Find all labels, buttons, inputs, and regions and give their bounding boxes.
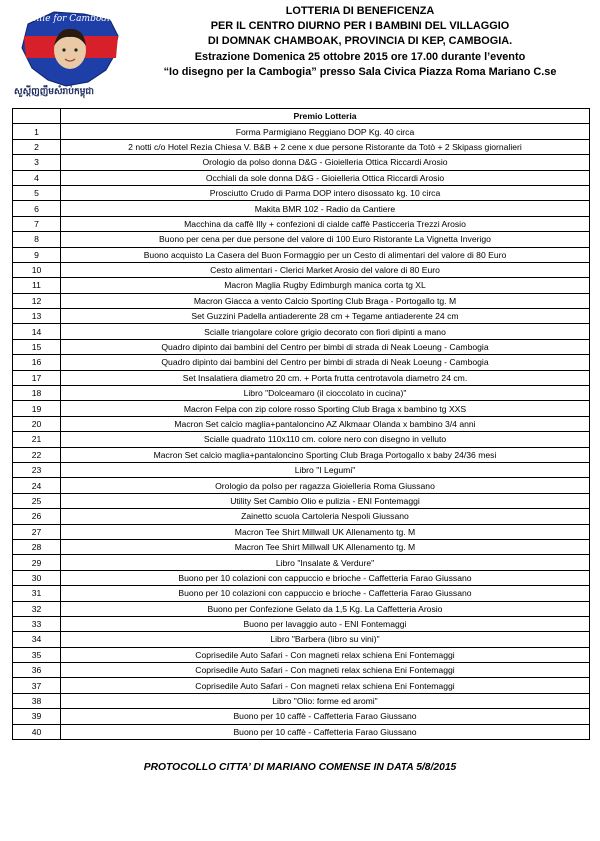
table-row — [13, 170, 590, 185]
table-row — [13, 339, 590, 354]
prize-number-cell: 18 — [13, 386, 61, 401]
prize-description-cell: Quadro dipinto dai bambini del Centro per bimbi di strada di Neak Loeung - Cambogia — [61, 355, 590, 370]
prize-number-cell: 3 — [13, 155, 61, 170]
prize-number-cell: 22 — [13, 447, 61, 462]
prize-number-cell: 34 — [13, 632, 61, 647]
prize-table — [12, 108, 590, 740]
prize-description-cell: Macron Giacca a vento Calcio Sporting Club Braga - Portogallo tg. M — [61, 293, 590, 308]
table-row — [13, 539, 590, 554]
table-row — [13, 155, 590, 170]
prize-description-cell: Buono per lavaggio auto - ENI Fontemaggi — [61, 616, 590, 631]
prize-description-cell: Buono per 10 colazioni con cappuccio e brioche - Caffetteria Farao Giussano — [61, 570, 590, 585]
prize-number-cell: 14 — [13, 324, 61, 339]
prize-number-cell: 19 — [13, 401, 61, 416]
table-row — [13, 355, 590, 370]
prize-description-cell: Buono per 10 caffè - Caffetteria Farao Giussano — [61, 724, 590, 739]
table-row — [13, 509, 590, 524]
prize-number-cell: 5 — [13, 185, 61, 200]
table-row — [13, 524, 590, 539]
table-row — [13, 386, 590, 401]
prize-description-cell: Buono per 10 colazioni con cappuccio e brioche - Caffetteria Farao Giussano — [61, 586, 590, 601]
table-row — [13, 709, 590, 724]
header-line-4: Estrazione Domenica 25 ottobre 2015 ore 17.00 durante l’evento — [194, 50, 526, 63]
table-row — [13, 724, 590, 739]
table-row — [13, 493, 590, 508]
header-line-2: PER IL CENTRO DIURNO PER I BAMBINI DEL VILLAGGIO — [210, 20, 510, 33]
prize-number-cell: 31 — [13, 586, 61, 601]
prize-description-cell: Scialle quadrato 110x110 cm. colore nero con disegno in velluto — [61, 432, 590, 447]
prize-number-cell: 4 — [13, 170, 61, 185]
table-row — [13, 278, 590, 293]
prize-description-cell: Libro "Olio: forme ed aromi" — [61, 693, 590, 708]
table-row — [13, 216, 590, 231]
table-row — [13, 678, 590, 693]
prize-description-cell: Coprisedile Auto Safari - Con magneti relax schiena Eni Fontemaggi — [61, 647, 590, 662]
prize-description-cell: Macron Felpa con zip colore rosso Sporting Club Braga x bambino tg XXS — [61, 401, 590, 416]
prize-table-header-row — [13, 109, 590, 124]
prize-number-cell: 30 — [13, 570, 61, 585]
prize-number-cell: 17 — [13, 370, 61, 385]
prize-description-cell: Buono per 10 caffè - Caffetteria Farao Giussano — [61, 709, 590, 724]
prize-description-cell: Libro "Dolceamaro (il cioccolato in cucina)" — [61, 386, 590, 401]
prize-number-cell: 26 — [13, 509, 61, 524]
prize-number-cell: 35 — [13, 647, 61, 662]
table-row — [13, 262, 590, 277]
table-row — [13, 370, 590, 385]
prize-description-cell: Buono acquisto La Casera del Buon Formaggio per un Cesto di alimentari del valore di 80 Euro — [61, 247, 590, 262]
prize-number-cell: 33 — [13, 616, 61, 631]
prize-description-cell: Buono per Confezione Gelato da 1,5 Kg. La Caffetteria Arosio — [61, 601, 590, 616]
table-row — [13, 201, 590, 216]
prize-number-cell: 39 — [13, 709, 61, 724]
prize-description-cell: Macron Set calcio maglia+pantaloncino AZ Alkmaar Olanda x bambino 3/4 anni — [61, 416, 590, 431]
table-row — [13, 462, 590, 477]
prize-description-cell: Macron Tee Shirt Millwall UK Allenamento tg. M — [61, 539, 590, 554]
table-row — [13, 693, 590, 708]
table-row — [13, 324, 590, 339]
table-row — [13, 555, 590, 570]
prize-description-cell: 2 notti c/o Hotel Rezia Chiesa V. B&B + 2 cene x due persone Ristorante da Totò + 2 Skipass giornalieri — [61, 139, 590, 154]
prize-description-cell: Set Guzzini Padella antiaderente 28 cm + Tegame antiaderente 24 cm — [61, 309, 590, 324]
prize-description-cell: Set Insalatiera diametro 20 cm. + Porta frutta centrotavola diametro 24 cm. — [61, 370, 590, 385]
prize-number-cell: 28 — [13, 539, 61, 554]
prize-description-cell: Prosciutto Crudo di Parma DOP intero disossato kg. 10 circa — [61, 185, 590, 200]
prize-description-cell: Libro "Insalate & Verdure" — [61, 555, 590, 570]
prize-number-cell: 21 — [13, 432, 61, 447]
prize-number-cell: 36 — [13, 663, 61, 678]
prize-number-cell: 20 — [13, 416, 61, 431]
prize-description-cell: Zainetto scuola Cartoleria Nespoli Giussano — [61, 509, 590, 524]
prize-description-cell: Coprisedile Auto Safari - Con magneti relax schiena Eni Fontemaggi — [61, 678, 590, 693]
table-row — [13, 478, 590, 493]
table-row — [13, 663, 590, 678]
table-row — [13, 309, 590, 324]
prize-number-cell: 23 — [13, 462, 61, 477]
prize-description-cell: Makita BMR 102 - Radio da Cantiere — [61, 201, 590, 216]
prize-description-cell: Macron Set calcio maglia+pantaloncino Sporting Club Braga Portogallo x baby 24/36 mesi — [61, 447, 590, 462]
prize-number-cell: 27 — [13, 524, 61, 539]
prize-description-cell: Quadro dipinto dai bambini del Centro per bimbi di strada di Neak Loeung - Cambogia — [61, 339, 590, 354]
child-eye-left — [62, 48, 65, 51]
prize-number-cell: 25 — [13, 493, 61, 508]
prize-description-cell: Scialle triangolare colore grigio decorato con fiori dipinti a mano — [61, 324, 590, 339]
header-line-1: LOTTERIA DI BENEFICENZA — [285, 5, 435, 17]
table-row — [13, 447, 590, 462]
prize-number-cell: 15 — [13, 339, 61, 354]
table-row — [13, 185, 590, 200]
child-eye-right — [74, 48, 77, 51]
header-prize-cell: Premio Lotteria — [61, 109, 590, 124]
prize-number-cell: 12 — [13, 293, 61, 308]
prize-description-cell: Forma Parmigiano Reggiano DOP Kg. 40 circa — [61, 124, 590, 139]
prize-description-cell: Orologio da polso donna D&G - Gioielleria Ottica Riccardi Arosio — [61, 155, 590, 170]
prize-number-cell: 38 — [13, 693, 61, 708]
prize-description-cell: Orologio da polso per ragazza Gioielleria Roma Giussano — [61, 478, 590, 493]
table-row — [13, 586, 590, 601]
prize-number-cell: 6 — [13, 201, 61, 216]
prize-number-cell: 13 — [13, 309, 61, 324]
table-row — [13, 293, 590, 308]
table-row — [13, 139, 590, 154]
table-row — [13, 247, 590, 262]
table-row — [13, 601, 590, 616]
logo-script-text: Smile for Cambodia — [24, 14, 116, 24]
table-row — [13, 232, 590, 247]
prize-description-cell: Libro "I Legumi" — [61, 462, 590, 477]
prize-number-cell: 8 — [13, 232, 61, 247]
prize-description-cell: Macchina da caffè Illy + confezioni di cialde caffè Pasticceria Trezzi Arosio — [61, 216, 590, 231]
prize-description-cell: Utility Set Cambio Olio e pulizia - ENI Fontemaggi — [61, 493, 590, 508]
header-line-3: DI DOMNAK CHAMBOAK, PROVINCIA DI KEP, CAMBOGIA. — [207, 35, 513, 48]
table-row — [13, 616, 590, 631]
table-row — [13, 647, 590, 662]
header-line-5: “Io disegno per la Cambogia” presso Sala Civica Piazza Roma Mariano C.se — [163, 65, 557, 78]
table-row — [13, 432, 590, 447]
lottery-header — [120, 4, 600, 80]
prize-number-cell: 10 — [13, 262, 61, 277]
table-row — [13, 416, 590, 431]
prize-number-cell: 1 — [13, 124, 61, 139]
prize-table-body — [13, 124, 590, 740]
prize-number-cell: 9 — [13, 247, 61, 262]
prize-number-cell: 32 — [13, 601, 61, 616]
prize-description-cell: Coprisedile Auto Safari - Con magneti relax schiena Eni Fontemaggi — [61, 663, 590, 678]
prize-number-cell: 16 — [13, 355, 61, 370]
prize-description-cell: Libro "Barbera (libro su vini)" — [61, 632, 590, 647]
prize-number-cell: 11 — [13, 278, 61, 293]
table-row — [13, 124, 590, 139]
prize-number-cell: 40 — [13, 724, 61, 739]
header-number-cell — [13, 109, 61, 124]
table-row — [13, 401, 590, 416]
prize-description-cell: Cesto alimentari - Clerici Market Arosio del valore di 80 Euro — [61, 262, 590, 277]
prize-description-cell: Buono per cena per due persone del valore di 100 Euro Ristorante La Vignetta Inverigo — [61, 232, 590, 247]
logo-khmer-caption: សួស្ដីញញឹមសំរាប់កម្ពុជា — [14, 87, 94, 97]
prize-number-cell: 7 — [13, 216, 61, 231]
prize-description-cell: Macron Tee Shirt Millwall UK Allenamento tg. M — [61, 524, 590, 539]
prize-description-cell: Macron Maglia Rugby Edimburgh manica corta tg XL — [61, 278, 590, 293]
prize-number-cell: 2 — [13, 139, 61, 154]
table-row — [13, 632, 590, 647]
prize-description-cell: Occhiali da sole donna D&G - Gioielleria Ottica Riccardi Arosio — [61, 170, 590, 185]
prize-number-cell: 24 — [13, 478, 61, 493]
prize-number-cell: 29 — [13, 555, 61, 570]
prize-number-cell: 37 — [13, 678, 61, 693]
table-row — [13, 570, 590, 585]
protocol-footer: PROTOCOLLO CITTA’ DI MARIANO COMENSE IN DATA 5/8/2015 — [143, 762, 457, 773]
